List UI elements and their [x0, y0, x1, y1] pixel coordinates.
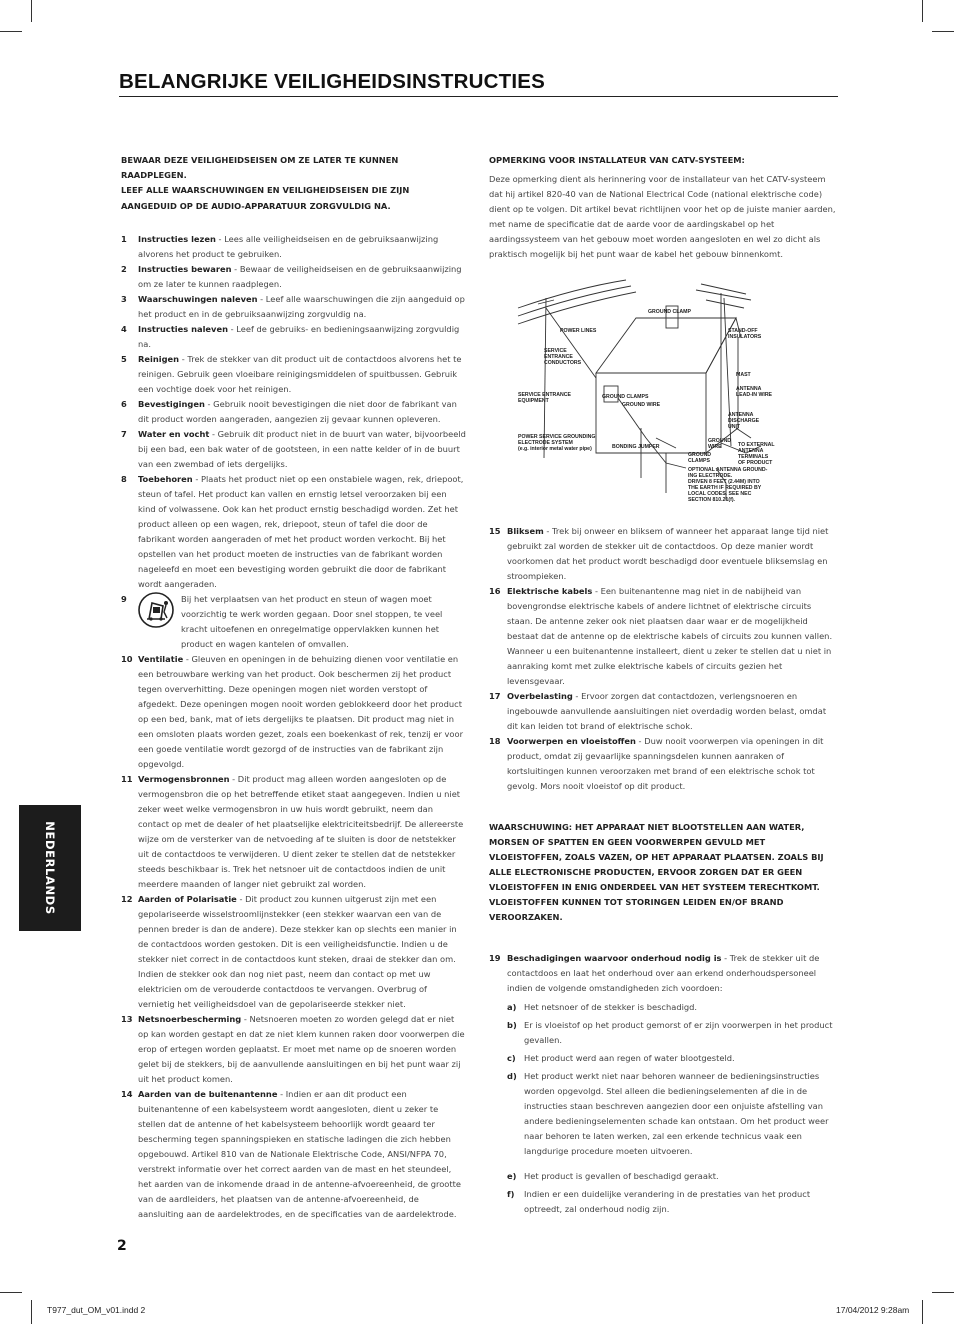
- item-text: - Een buitenantenne mag niet in de nabijheid van bovengrondse elektrische kabels of andere lichtnet of elektrische circuits staan. De antenne zeker ook niet plaatsen daar waar er de mogelijkheid bestaat dat de antenne op de elektrische kabels of circuits zou kunnen vallen. Wanneer u een buitenantenne installeert, dient u zeker te stellen dat u niet in aanraking komt met zulke elektrische kabels of circuits gezien het levensgevaar.: [507, 586, 833, 686]
- title-rule: [119, 96, 838, 97]
- item-text: - Gebruik nooit bevestigingen die niet door de fabrikant van dit product worden aangeraden, aangezien zij gevaar kunnen opleveren.: [138, 398, 457, 424]
- item-text: - Trek de stekker uit de contactdoos en laat het onderhoud over aan erkend onderhoudspersoneel indien de volgende omstandigheden zich voordoen:: [507, 953, 820, 993]
- condition-text: Het product werd aan regen of water blootgesteld.: [524, 1053, 735, 1063]
- diagram-label: POWER LINES: [560, 328, 597, 334]
- instruction-item: [121, 292, 466, 322]
- item-title: Instructies lezen: [138, 233, 216, 244]
- item-title: Toebehoren: [138, 473, 193, 484]
- left-column: [121, 153, 466, 1222]
- item-text: - Plaats het product niet op een onstabiele wagen, rek, driepoot, steun of tafel. Het product kan vallen en ernstig letsel veroorzaken bij een kind of volwassene. Ook kan het product ernstig beschadigd worden. Zet het product alleen op een wagen, rek, driepoot, steun of tafel die door de fabrikant worden aangeraden of met het product worden verkocht. Bij het opstellen van het product moeten de instructies van de fabrikant worden nageleefd en moet een bevestiging worden gebruikt die door de fabrikant wordt aangeraden.: [138, 473, 464, 589]
- language-tab-label: NEDERLANDS: [43, 821, 57, 915]
- item-title: Bevestigingen: [138, 398, 205, 409]
- item-text: - Dit product mag alleen worden aangesloten op de vermogensbron die op het betreffende etiket staat aangegeven. Indien u niet zeker weet welke vermogensbron in uw huis wordt gebruikt, neem dan contact op met de dealer of het plaatselijke elektriciteitsbedrijf. De allereerste wijze om de versterker van de netvoeding af te sluiten is door de netstekker uit de contactdoos te verwijderen. U dient zeker te stellen dat de netstekker steeds beschikbaar is. Trek het netsnoer uit de contactdoos indien de unit meerdere maanden of langer niet gebruikt zal worden.: [138, 773, 464, 889]
- damage-conditions-list: [489, 1000, 837, 1217]
- intro-line: BEWAAR DEZE VEILIGHEIDSEISEN OM ZE LATER TE KUNNEN RAADPLEGEN.: [121, 155, 399, 181]
- instruction-item: [489, 689, 837, 734]
- item-title: Reinigen: [138, 353, 180, 364]
- condition-item: [489, 1069, 837, 1159]
- page-number: 2: [117, 1238, 127, 1254]
- item-title: Aarden of Polarisatie: [138, 893, 237, 904]
- diagram-label: THE EARTH IF REQUIRED BY: [688, 485, 762, 491]
- crop-mark: [0, 31, 22, 32]
- diagram-label: INSULATORS: [728, 334, 762, 340]
- condition-letter: b): [507, 1020, 517, 1030]
- item-text: - Dit product zou kunnen uitgerust zijn met een gepolariseerde wisselstroomlijnstekker (een stekker waarvan een van de pennen breder is dan de andere). Deze stekker kan op slechts een manier in de contactdoos worden gestoken. Dit is een veiligheidsfunctie. Indien u de stekker niet correct in de contactdoos kunt steken, draai de stekker dan om. Indien de stekker ook dan nog niet past, neem dan contact op met uw elektricien om de verouderde contactdoos te vervangen. Overbrug of vernietig het veiligheidsdoel van de gepolariseerde stekker niet.: [138, 893, 457, 1009]
- item-number: 4: [121, 323, 127, 334]
- item-number: 17: [489, 691, 501, 701]
- diagram-label: CLAMPS: [688, 458, 710, 464]
- diagram-label: EQUIPMENT: [518, 398, 549, 404]
- item-text: - Leef de gebruiks- en bedieningsaanwijzing zorgvuldig na.: [138, 323, 460, 349]
- item-text: - Bewaar de veiligheidseisen en de gebruiksaanwijzing om ze later te kunnen raadplegen.: [138, 263, 462, 289]
- diagram-label: GROUND: [688, 452, 712, 458]
- condition-letter: c): [507, 1053, 516, 1063]
- item-title: Instructies bewaren: [138, 263, 232, 274]
- catv-text: Deze opmerking dient als herinnering voor de installateur van het CATV-systeem dat hij artikel 820-40 van de National Electrical Code (national elektrische code) dient op te volgen. Dit artikel bevat richtlijnen voor het op de juiste manier aarden, met name de specificatie dat de aarde voor de aardingskabel op het aardingssysteem van het gebouw moet worden aangesloten en wel zo dicht als praktisch mogelijk bij het punt waar de kabel het gebouw binnenkomt.: [489, 174, 836, 259]
- diagram-label: ELECTRODE SYSTEM: [518, 440, 573, 446]
- instruction-item: [489, 584, 837, 689]
- diagram-label: SECTION 810.21(f).: [688, 497, 735, 503]
- item-title: Instructies naleven: [138, 323, 228, 334]
- instruction-item: [121, 322, 466, 352]
- crop-mark: [922, 1300, 923, 1324]
- item-number: 14: [121, 1088, 133, 1099]
- item-title: Bliksem: [507, 526, 544, 536]
- antenna-grounding-diagram: [516, 278, 836, 503]
- diagram-label: SERVICE: [544, 348, 567, 354]
- instruction-item: [489, 524, 837, 584]
- catv-heading: OPMERKING VOOR INSTALLATEUR VAN CATV-SYSTEEM:: [489, 155, 745, 165]
- instruction-item: [489, 734, 837, 794]
- crop-mark: [31, 0, 32, 22]
- item-number: 6: [121, 398, 127, 409]
- diagram-label: LEAD-IN WIRE: [736, 392, 773, 398]
- item-title: Netsnoerbescherming: [138, 1013, 242, 1024]
- condition-text: Het product is gevallen of beschadigd geraakt.: [524, 1171, 719, 1181]
- language-tab: [19, 805, 81, 931]
- condition-letter: e): [507, 1171, 517, 1181]
- instruction-list: [121, 232, 466, 1222]
- cart-tipover-warning-icon: [138, 592, 174, 628]
- diagram-label: DRIVEN 8 FEET (2.44M) INTO: [688, 479, 760, 485]
- item-text: - Leef alle waarschuwingen die zijn aangeduid op het product en in de gebruiksaanwijzing zorgvuldig na.: [138, 293, 465, 319]
- item-title: Water en vocht: [138, 428, 210, 439]
- diagram-label: ING ELECTRODE.: [688, 473, 733, 479]
- right-column: [489, 153, 837, 1217]
- item-title: Waarschuwingen naleven: [138, 293, 258, 304]
- item-number: 19: [489, 953, 501, 963]
- item-number: 2: [121, 263, 127, 274]
- diagram-label: TERMINALS: [738, 454, 769, 460]
- liquid-warning: WAARSCHUWING: HET APPARAAT NIET BLOOTSTELLEN AAN WATER, MORSEN OF SPATTEN EN GEEN VOORWERPEN GEVULD MET VLOEISTOFFEN, ZOALS VAZEN, OP HET APPARAAT PLAATSEN. ZOALS BIJ ALLE ELECTRONISCHE PRODUCTEN, ERVOOR ZORGEN DAT ER GEEN VLOEISTOFFEN IN ENIG ONDERDEEL VAN HET SYSTEEM TERECHTKOMT. VLOEISTOFFEN KUNNEN TOT STORINGEN LEIDEN EN/OF BRAND VEROORZAKEN.: [489, 822, 824, 922]
- condition-item: [489, 1187, 837, 1217]
- footer-timestamp: 17/04/2012 9:28am: [836, 1305, 910, 1315]
- diagram-label: LOCAL CODES. SEE NEC: [688, 491, 752, 497]
- item-number: 15: [489, 526, 501, 536]
- diagram-label: ANTENNA: [736, 386, 762, 392]
- diagram-label: UNIT: [728, 424, 741, 430]
- item-text: - Duw nooit voorwerpen via openingen in dit product, omdat zij gevaarlijke spanningsdelen kunnen aanraken of kortsluitingen kunnen veroorzaken met brand of een elektrische schok tot gevolg. Mors nooit vloeistof op dit product.: [507, 736, 824, 791]
- item-number: 16: [489, 586, 501, 596]
- instruction-list-right: [489, 524, 837, 794]
- diagram-label: ANTENNA: [738, 448, 764, 454]
- item-number: 3: [121, 293, 127, 304]
- diagram-label: CONDUCTORS: [544, 360, 582, 366]
- instruction-item: [121, 892, 466, 1012]
- item-title: Overbelasting: [507, 691, 573, 701]
- diagram-label: SERVICE ENTRANCE: [518, 392, 571, 398]
- item-number: 18: [489, 736, 501, 746]
- intro-block: [121, 153, 466, 214]
- item-number: 5: [121, 353, 127, 364]
- item-text: - Gleuven en openingen in de behuizing dienen voor ventilatie en een betrouwbare werking van het product. Ook beschermen zij het product tegen oververhitting. Deze openingen mogen niet worden verstopt of afgedekt. Deze openingen mogen nooit worden geblokkeerd door het product op een bed, bank, mat of iets dergelijks te plaatsen. Dit product mag niet in een omsloten plaats worden gezet, zoals een boekenkast of rek, tenzij er voor een goede ventilatie wordt gezorgd of de instructies van de fabrikant zijn opgevolgd.: [138, 653, 463, 769]
- item-text: - Netsnoeren moeten zo worden gelegd dat er niet op kan worden gestapt en dat ze niet klem kunnen raken door voorwerpen die erop of ertegen worden geplaatst. Er moet met name op de snoeren worden gelet bij de stekkers, bij de aanvullende aansluitingen en bij het punt waar zij uit het product komen.: [138, 1013, 465, 1084]
- condition-item: [489, 1051, 837, 1066]
- item-title: Vermogensbronnen: [138, 773, 230, 784]
- condition-letter: f): [507, 1189, 515, 1199]
- item-title: Aarden van de buitenantenne: [138, 1088, 278, 1099]
- diagram-label: WIRE: [708, 444, 722, 450]
- condition-letter: d): [507, 1071, 517, 1081]
- item-title: Beschadigingen waarvoor onderhoud nodig is: [507, 953, 722, 963]
- item-title: Ventilatie: [138, 653, 184, 664]
- item-number: 9: [121, 593, 127, 604]
- item-text: - Gebruik dit product niet in de buurt van water, bijvoorbeeld bij een bad, een bak water of de gootsteen, in een natte kelder of in de buurt van een zwembad of iets dergelijks.: [138, 428, 466, 469]
- instruction-item: [121, 232, 466, 262]
- item-number: 11: [121, 773, 133, 784]
- diagram-label: GROUND WIRE: [622, 402, 661, 408]
- item-text: - Indien er aan dit product een buitenantenne of een kabelsysteem wordt aangesloten, dient u zeker te stellen dat de antenne of het kabelsysteem behoorlijk wordt geaard ter bescherming tegen spanningspieken en statische ladingen die zich hebben opgebouwd. Artikel 810 van de Nationale Elektrische Code, ANSI/NFPA 70, verstrekt informatie over het correct aarden van de mast en het steundeel, het aarden van de inkomende draad in de antenne-afvoereenheid, de grootte van de aardleiders, het plaatsen van de antenne-afvoereenheid, de aansluiting aan de aardelektrodes, en de specificaties van de aardelektrode.: [138, 1088, 461, 1219]
- diagram-label: TO EXTERNAL: [738, 442, 775, 448]
- item-number: 10: [121, 653, 133, 664]
- instruction-item: [121, 262, 466, 292]
- item-number: 13: [121, 1013, 133, 1024]
- crop-mark: [0, 1292, 22, 1293]
- diagram-label: DISCHARGE: [728, 418, 760, 424]
- footer-filename: T977_dut_OM_v01.indd 2: [47, 1305, 146, 1315]
- diagram-label: ANTENNA: [728, 412, 754, 418]
- instruction-item: [121, 1012, 466, 1087]
- item-number: 12: [121, 893, 133, 904]
- item-text: - Ervoor zorgen dat contactdozen, verlengsnoeren en ingebouwde aanvullende aansluitingen niet overdadig worden belast, omdat dit kan leiden tot brand of elektrische schok.: [507, 691, 827, 731]
- diagram-label: STAND-OFF: [728, 328, 758, 334]
- condition-text: Het product werkt niet naar behoren wanneer de bedieningsinstructies worden opgevolgd. Stel alleen die bedieningselementen af die in de instructies staan beschreven aangezien door een onjuiste afstelling van andere bedieningselementen schade kan ontstaan. Om het product weer naar behoren te laten werken, zal een erkende technicus vaak een langdurige procedure moeten uitvoeren.: [524, 1071, 829, 1156]
- diagram-label: (e.g. interior metal water pipe): [518, 446, 592, 452]
- condition-text: Het netsnoer of de stekker is beschadigd.: [524, 1002, 698, 1012]
- instruction-item: [121, 1087, 466, 1222]
- diagram-label: GROUND CLAMP: [648, 309, 691, 315]
- crop-mark: [31, 1300, 32, 1324]
- diagram-label: GROUND CLAMPS: [602, 394, 649, 400]
- instruction-item: [489, 951, 837, 996]
- condition-text: Indien er een duidelijke verandering in de prestaties van het product optreedt, zal onderhoud nodig zijn.: [524, 1189, 811, 1214]
- instruction-item: [121, 472, 466, 592]
- crop-mark: [932, 31, 954, 32]
- condition-letter: a): [507, 1002, 517, 1012]
- instruction-item: [121, 427, 466, 472]
- instruction-item: [121, 397, 466, 427]
- diagram-label: MAST: [736, 372, 751, 378]
- item-text: - Trek bij onweer en bliksem of wanneer het apparaat lange tijd niet gebruikt zal worden de stekker uit de contactdoos. Op deze manier wordt voorkomen dat het product wordt beschadigd door eventuele bliksemslag en stroompieken.: [507, 526, 829, 581]
- crop-mark: [922, 0, 923, 22]
- page-title: BELANGRIJKE VEILIGHEIDSINSTRUCTIES: [119, 70, 545, 93]
- diagram-label: OF PRODUCT: [738, 460, 773, 466]
- crop-mark: [932, 1292, 954, 1293]
- item-title: Voorwerpen en vloeistoffen: [507, 736, 636, 746]
- item-text: Bij het verplaatsen van het product en steun of wagen moet voorzichtig te werk worden gegaan. Door snel stoppen, te veel kracht uitoefenen en onregelmatige oppervlakken kunnen het product en wagen kantelen of omvallen.: [181, 593, 443, 649]
- diagram-label: BONDING JUMPER: [612, 444, 660, 450]
- item-text: - Trek de stekker van dit product uit de contactdoos alvorens het te reinigen. Gebruik geen vloeibare reinigingsmiddelen of spuitbussen. Gebruik een vochtige doek voor het reinigen.: [138, 353, 462, 394]
- condition-item: [489, 1169, 837, 1184]
- intro-line: LEEF ALLE WAARSCHUWINGEN EN VEILIGHEIDSEISEN DIE ZIJN AANGEDUID OP DE AUDIO-APPARATUUR ZORGVULDIG NA.: [121, 185, 410, 211]
- condition-item: [489, 1018, 837, 1048]
- item-title: Elektrische kabels: [507, 586, 593, 596]
- item-text: - Lees alle veiligheidseisen en de gebruiksaanwijzing alvorens het product te gebruiken.: [138, 233, 439, 259]
- condition-item: [489, 1000, 837, 1015]
- diagram-label: OPTIONAL ANTENNA GROUND-: [688, 467, 768, 473]
- diagram-label: GROUND: [708, 438, 732, 444]
- diagram-label: POWER SERVICE GROUNDING: [518, 434, 596, 440]
- instruction-item: [121, 652, 466, 772]
- item-number: 8: [121, 473, 127, 484]
- instruction-item: [121, 352, 466, 397]
- diagram-label: ENTRANCE: [544, 354, 573, 360]
- item-number: 1: [121, 233, 127, 244]
- instruction-item: [121, 772, 466, 892]
- item-number: 7: [121, 428, 127, 439]
- instruction-item: [121, 592, 466, 652]
- condition-text: Er is vloeistof op het product gemorst of er zijn voorwerpen in het product gevallen.: [524, 1020, 833, 1045]
